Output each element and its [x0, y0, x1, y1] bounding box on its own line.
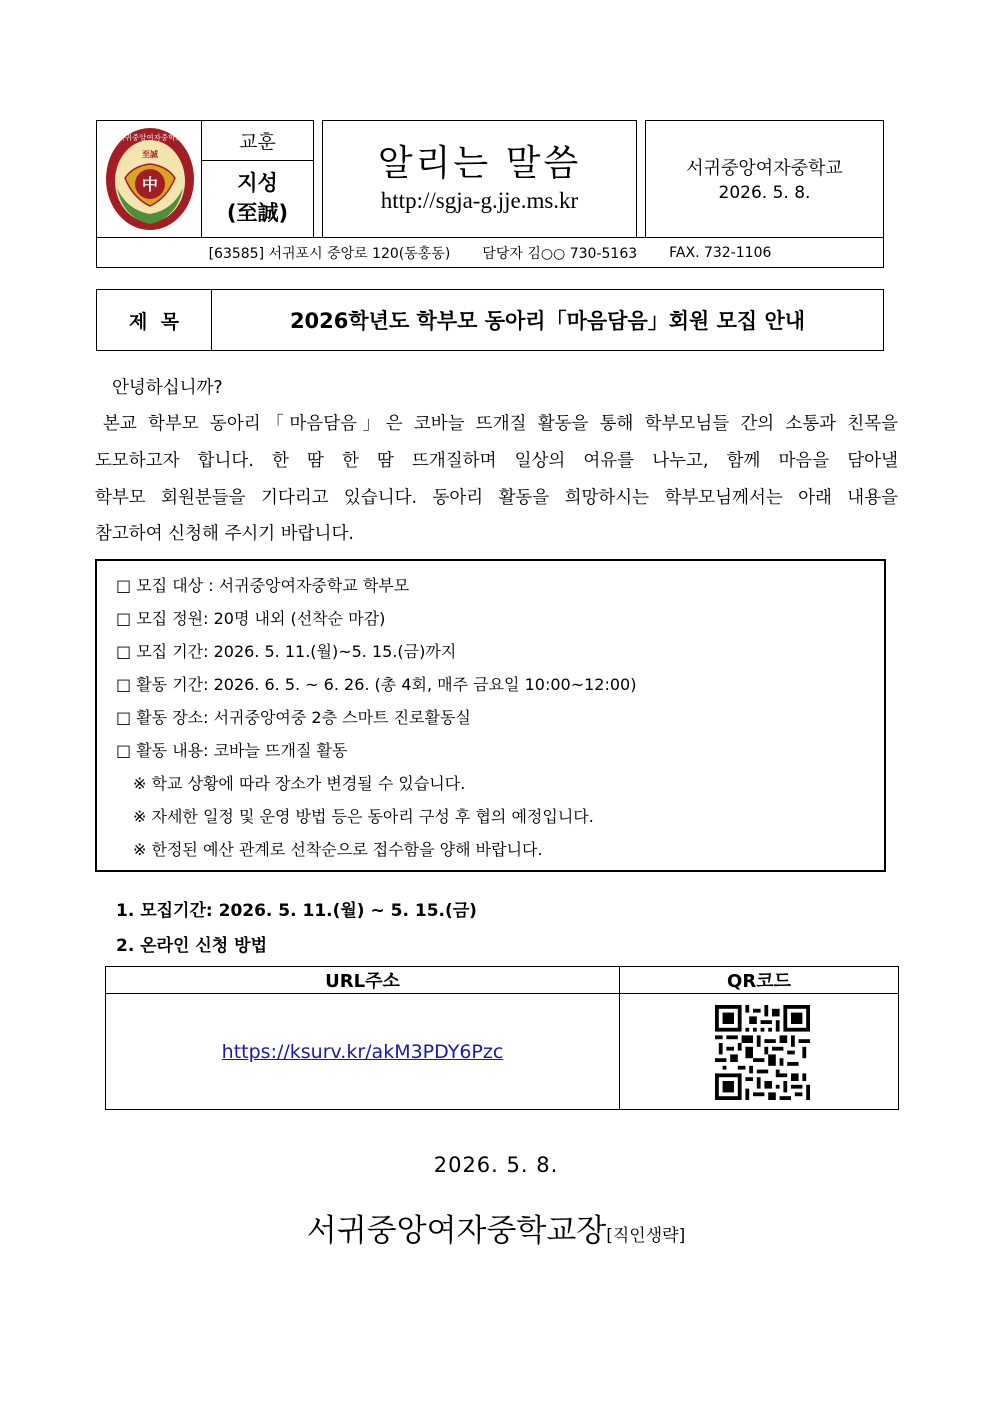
- table-header-url: URL주소: [325, 971, 400, 992]
- address-line: [96, 237, 884, 268]
- greeting: 안녕하십니까?: [112, 378, 223, 398]
- logo-emblem-char: 中: [141, 175, 159, 194]
- school-name: 서귀중앙여자중학교: [686, 158, 843, 179]
- qr-code-image[interactable]: [715, 1005, 810, 1100]
- info-item-target: □ 모집 대상 : 서귀중앙여자중학교 학부모: [116, 576, 410, 595]
- body-line-3: 학부모 회원분들을 기다리고 있습니다. 동아리 활동을 희망하시는 학부모님께서는 아래 내용을: [95, 488, 898, 508]
- application-url-link[interactable]: https://ksurv.kr/akM3PDY6Pzc: [221, 1040, 504, 1063]
- body-line-2: 도모하고자 합니다. 한 땀 한 땀 뜨개질하며 일상의 여유를 나누고, 함께 마음을 담아낼: [95, 451, 898, 471]
- body-line-1: 본교 학부모 동아리「마음담음」은 코바늘 뜨개질 활동을 통해 학부모님들 간의 소통과 친목을: [103, 414, 898, 434]
- info-note-place: ※ 학교 상황에 따라 장소가 변경될 수 있습니다.: [133, 774, 466, 793]
- footer-date: 2026. 5. 8.: [433, 1153, 559, 1177]
- info-note-schedule: ※ 자세한 일정 및 운영 방법 등은 동아리 구성 후 협의 예정입니다.: [133, 807, 594, 826]
- notice-title: 알리는 말씀: [377, 142, 582, 184]
- fax-number: FAX. 732-1106: [669, 244, 772, 261]
- seal-omitted-note: [직인생략]: [606, 1226, 686, 1246]
- logo-top-text: 서귀중앙여자중학교: [117, 133, 183, 142]
- contact-person: 담당자 김○○ 730-5163: [482, 245, 638, 262]
- school-address: [63585] 서귀포시 중앙로 120(동홍동): [208, 245, 451, 262]
- principal-name: 서귀중앙여자중학교장: [306, 1213, 607, 1249]
- school-website[interactable]: http://sgja-g.jje.ms.kr: [380, 188, 579, 213]
- section-recruit-period: 1. 모집기간: 2026. 5. 11.(월) ~ 5. 15.(금): [116, 901, 477, 921]
- application-url[interactable]: [105, 993, 620, 1110]
- header-date: 2026. 5. 8.: [718, 183, 811, 203]
- info-item-place: □ 활동 장소: 서귀중앙여중 2층 스마트 진로활동실: [116, 708, 471, 727]
- info-note-budget: ※ 한정된 예산 관계로 선착순으로 접수함을 양해 바랍니다.: [133, 840, 543, 859]
- section-online-method: 2. 온라인 신청 방법: [116, 936, 267, 956]
- motto-word: 지성: [237, 171, 278, 195]
- body-line-4: 참고하여 신청해 주시기 바랍니다.: [95, 524, 354, 544]
- table-header-qr: QR코드: [727, 971, 791, 992]
- logo-hanja: 至誠: [142, 149, 158, 159]
- info-item-content: □ 활동 내용: 코바늘 뜨개질 활동: [116, 741, 348, 760]
- subject-label: 제 목: [129, 310, 179, 333]
- info-item-recruit-period: □ 모집 기간: 2026. 5. 11.(월)~5. 15.(금)까지: [116, 642, 457, 661]
- motto-hanja: (至誠): [226, 201, 289, 225]
- motto-label: 교훈: [239, 131, 276, 153]
- info-item-capacity: □ 모집 정원: 20명 내외 (선착순 마감): [116, 609, 386, 628]
- school-logo: [103, 126, 197, 232]
- footer-signature: [0, 1205, 992, 1250]
- info-item-activity-period: □ 활동 기간: 2026. 6. 5. ~ 6. 26. (총 4회, 매주 금요일 10:00~12:00): [116, 675, 637, 694]
- subject-title: 2026학년도 학부모 동아리「마음담음」회원 모집 안내: [289, 309, 806, 333]
